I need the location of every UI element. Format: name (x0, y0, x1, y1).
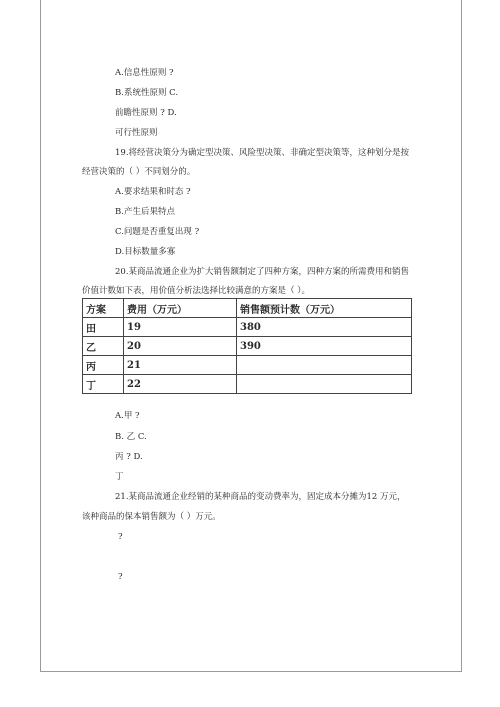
table-cell: 丁 (83, 375, 124, 394)
table-cell (237, 356, 412, 375)
q19-stem-line2: 经营决策的（ ）不同划分的。 (82, 167, 196, 177)
q20-option-d: 丁 (115, 472, 124, 482)
q18-option-c: 前瞻性原则 ? D. (115, 108, 177, 118)
table-cell: 丙 (83, 356, 124, 375)
q20-option-b: B. 乙 C. (115, 432, 147, 442)
table-cell (237, 375, 412, 394)
table-row (83, 337, 412, 356)
q19-option-b: B.产生后果特点 (115, 207, 175, 217)
q19-option-a: A.要求结果和时态 ? (115, 187, 191, 197)
table-row (83, 318, 412, 337)
q18-option-a: A.信息性原则 ? (115, 68, 174, 78)
table-cell: 乙 (83, 337, 124, 356)
table-row (83, 375, 412, 394)
table-row (83, 356, 412, 375)
q19-option-c: C.问题是否重复出现 ? (115, 227, 200, 237)
table-header-cell: 方案 (83, 299, 124, 318)
q20-stem-line1: 20.某商品流通企业为扩大销售额制定了四种方案，四种方案的所需费用和销售 (115, 267, 410, 277)
table-cell: 田 (83, 318, 124, 337)
table-cell: 390 (237, 337, 412, 356)
table-cell: 380 (237, 318, 412, 337)
q20-option-c: 丙 ? D. (115, 452, 143, 462)
q21-stem-line1: 21.某商品流通企业经销的某种商品的变动费率为，固定成本分摊为12 万元， (115, 492, 406, 502)
q21-mark-1: ? (118, 532, 123, 542)
q19-option-d: D.目标数量多寡 (115, 247, 176, 257)
table-cell: 19 (124, 318, 237, 337)
plan-table (82, 298, 412, 394)
table-cell: 21 (124, 356, 237, 375)
q20-stem-line2: 价值计数如下表，用价值分析法选择比较满意的方案是（ ）。 (82, 286, 310, 296)
q21-stem-line2: 该种商品的保本销售额为（ ）万元。 (82, 512, 221, 522)
q19-stem-line1: 19.将经营决策分为确定型决策、风险型决策、非确定型决策等，这种划分是按 (115, 148, 410, 158)
q20-option-a: A.甲 ? (115, 411, 140, 421)
q18-option-b: B.系统性原则 C. (115, 88, 179, 98)
table-header-row (83, 299, 412, 318)
table-cell: 22 (124, 375, 237, 394)
q18-option-d: 可行性原则 (115, 128, 158, 138)
table-header-cell: 费用（万元） (124, 299, 237, 318)
q21-mark-2: ? (118, 572, 123, 582)
table-header-cell: 销售额预计数（万元） (237, 299, 412, 318)
table-cell: 20 (124, 337, 237, 356)
